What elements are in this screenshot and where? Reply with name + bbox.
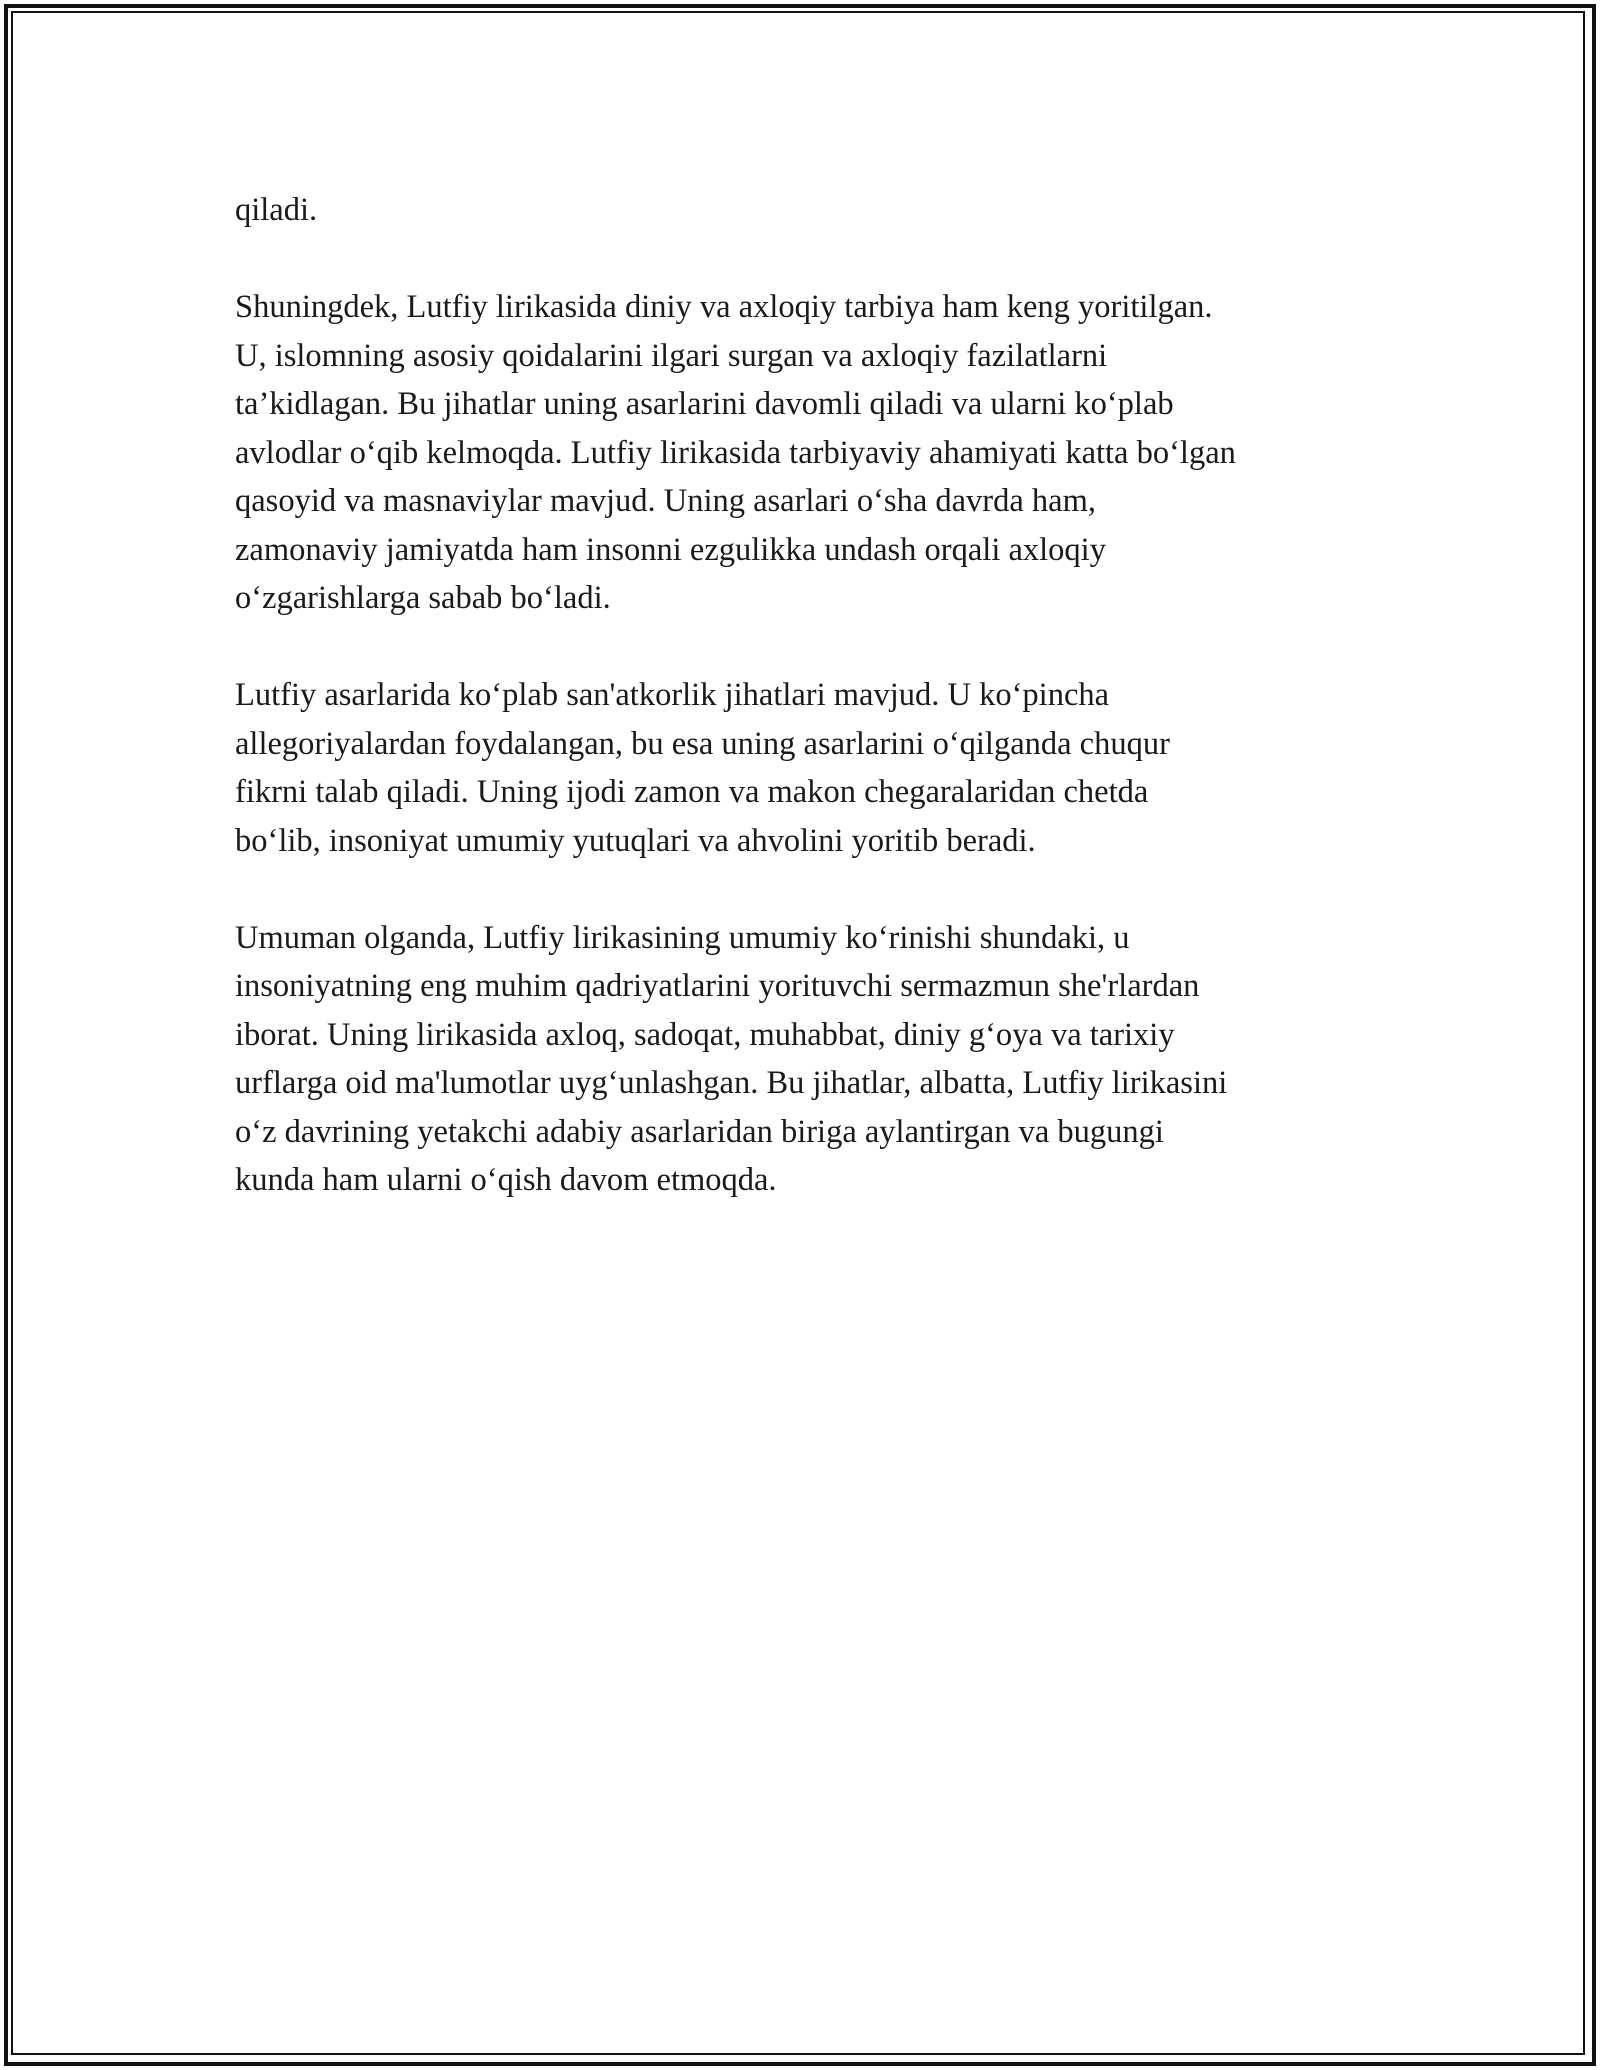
paragraph-1: [235, 186, 1385, 235]
text-line: Shuningdek, Lutfiy lirikasida diniy va axloqiy tarbiya ham keng yoritilgan.: [235, 289, 1213, 325]
text-line: bo‘lib, insoniyat umumiy yutuqlari va ahvolini yoritib beradi.: [235, 822, 1036, 859]
text-line: o‘zgarishlarga sabab bo‘ladi.: [235, 580, 611, 616]
text-line: insoniyatning eng muhim qadriyatlarini yorituvchi sermazmun she'rlardan: [235, 968, 1200, 1004]
text-line: fikrni talab qiladi. Uning ijodi zamon va makon chegaralaridan chetda: [235, 774, 1149, 810]
text-line: Umuman olganda, Lutfiy lirikasining umumiy ko‘rinishi shundaki, u: [235, 919, 1130, 956]
text-line: Lutfiy asarlarida ko‘plab san'atkorlik jihatlari mavjud. U ko‘pincha: [235, 677, 1110, 713]
text-line: o‘z davrining yetakchi adabiy asarlaridan biriga aylantirgan va bugungi: [235, 1113, 1164, 1150]
text-line: kunda ham ularni o‘qish davom etmoqda.: [235, 1162, 777, 1198]
text-line: zamonaviy jamiyatda ham insonni ezgulikka undash orqali axloqiy: [235, 531, 1106, 568]
paragraph-3: [235, 671, 1385, 865]
text-line: ta’kidlagan. Bu jihatlar uning asarlarini davomli qiladi va ularni ko‘plab: [235, 386, 1174, 422]
paragraph-2: [235, 283, 1385, 623]
text-line: urflarga oid ma'lumotlar uyg‘unlashgan. Bu jihatlar, albatta, Lutfiy lirikasini: [235, 1065, 1228, 1101]
text-line: qasoyid va masnaviylar mavjud. Uning asarlari o‘sha davrda ham,: [235, 483, 1096, 519]
text-line: avlodlar o‘qib kelmoqda. Lutfiy lirikasida tarbiyaviy ahamiyati katta bo‘lgan: [235, 434, 1236, 471]
text-line: U, islomning asosiy qoidalarini ilgari surgan va axloqiy fazilatlarni: [235, 337, 1108, 374]
text-line: allegoriyalardan foydalangan, bu esa uning asarlarini o‘qilganda chuqur: [235, 725, 1170, 762]
text-line: qiladi.: [235, 192, 318, 228]
paragraph-4: [235, 914, 1385, 1205]
text-line: iborat. Uning lirikasida axloq, sadoqat, muhabbat, diniy g‘oya va tarixiy: [235, 1016, 1175, 1053]
document-body: [235, 186, 1385, 1253]
